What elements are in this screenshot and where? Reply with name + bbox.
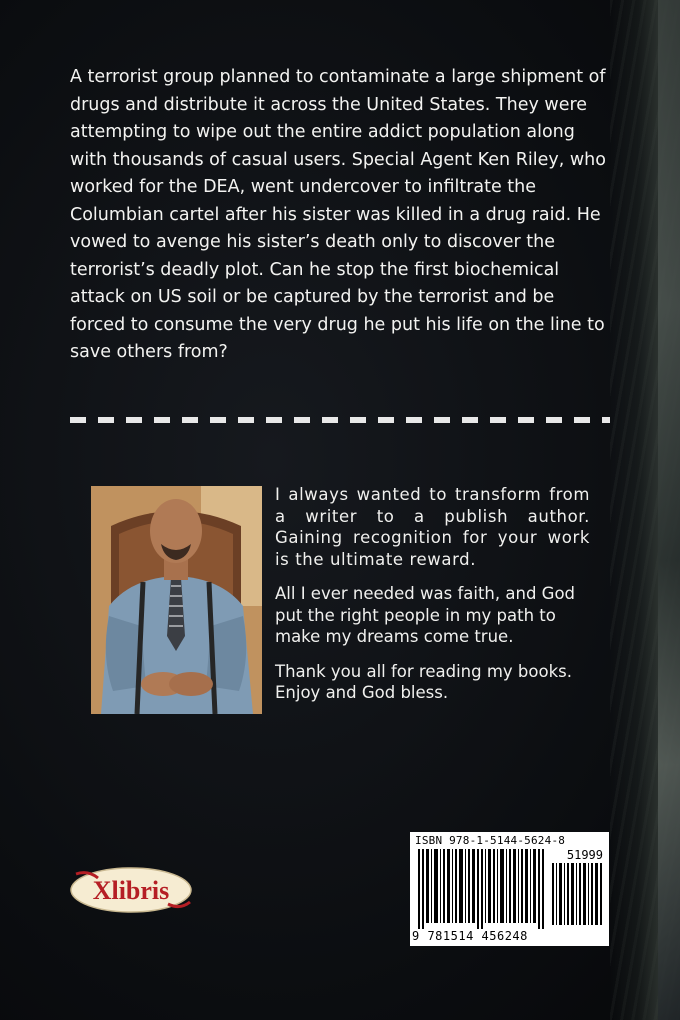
isbn-barcode: [410, 832, 609, 946]
price-code: 51999: [566, 848, 603, 862]
spine-edge-texture: [610, 0, 680, 1020]
dashed-divider: [70, 417, 610, 423]
publisher-logo: [68, 864, 194, 916]
ean-bars: [416, 849, 548, 929]
bio-paragraph-2: All I ever needed was faith, and God put the right people in my path to make my dreams come true.: [275, 584, 576, 646]
bio-paragraph-1: I always wanted to transform from a writer to a publish author. Gaining recognition for your work is the ultimate reward.: [275, 485, 590, 569]
author-bio: [275, 484, 590, 717]
ean-digits: 9 781514 456248: [412, 929, 528, 943]
isbn-number: ISBN 978-1-5144-5624-8: [415, 834, 566, 847]
author-photo: [91, 486, 262, 714]
publisher-name: Xlibris: [92, 876, 170, 905]
book-synopsis: A terrorist group planned to contaminate a large shipment of drugs and distribute it across the United States. They were attempting to wipe out the entire addict population along with thousands of casual users. Special Agent Ken Riley, who worked for the DEA, went undercover to infiltrate the Columbian cartel after his sister was killed in a drug raid. He vowed to avenge his sister’s death only to discover the terrorist’s deadly plot. Can he stop the first biochemical attack on US soil or be captured by the terrorist and be forced to consume the very drug he put his life on the line to save others from?: [70, 67, 606, 362]
bio-paragraph-3: Thank you all for reading my books. Enjoy and God bless.: [275, 661, 572, 702]
price-bars: [551, 863, 603, 925]
